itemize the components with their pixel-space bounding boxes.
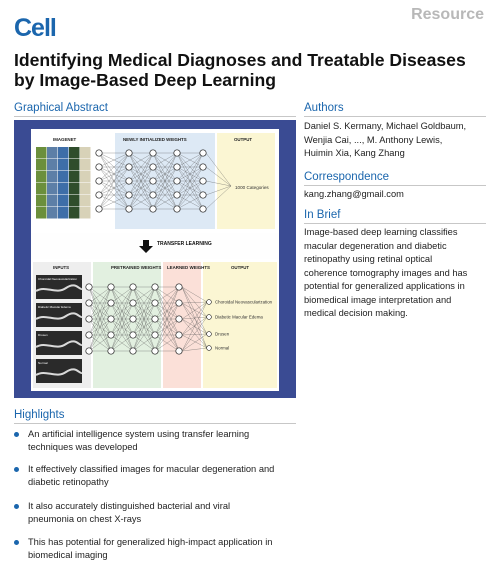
imagenet-tile <box>80 183 91 195</box>
authors-heading: Authors <box>304 102 344 114</box>
top-col-output: OUTPUT <box>234 137 253 142</box>
oct-scan-label: Choroidal Neovascularization <box>38 277 78 281</box>
imagenet-tile <box>47 171 58 183</box>
network-node <box>86 300 92 306</box>
imagenet-tile <box>69 159 80 171</box>
in-brief-line: retinopathy using retinal optical <box>304 254 433 264</box>
network-node <box>150 150 156 156</box>
in-brief-line: medical decision making. <box>304 308 408 318</box>
highlight-line: An artificial intelligence system using transfer learning <box>28 429 250 439</box>
network-node <box>200 164 206 170</box>
imagenet-tile <box>36 195 47 207</box>
imagenet-tile <box>69 195 80 207</box>
imagenet-tile <box>47 147 58 159</box>
imagenet-tile <box>36 183 47 195</box>
network-node <box>86 332 92 338</box>
network-node <box>150 206 156 212</box>
imagenet-tile <box>47 159 58 171</box>
imagenet-tile <box>69 147 80 159</box>
network-node <box>108 316 114 322</box>
imagenet-tile <box>36 207 47 219</box>
imagenet-tile <box>36 147 47 159</box>
top-output-region <box>217 133 275 229</box>
bottom-col-pretrained: PRETRAINED WEIGHTS <box>111 265 162 270</box>
authors-line: Wenjia Cai, ..., M. Anthony Lewis, <box>304 134 443 145</box>
output-node <box>207 300 212 305</box>
oct-scan-label: Drusen <box>38 333 48 337</box>
highlight-line: biomedical imaging <box>28 550 108 560</box>
bullet-icon <box>14 467 19 472</box>
bottom-col-output: OUTPUT <box>231 265 250 270</box>
imagenet-tile <box>69 207 80 219</box>
in-brief-line: biomedical image interpretation and <box>304 294 452 305</box>
network-node <box>86 316 92 322</box>
network-node <box>200 192 206 198</box>
divider <box>304 116 486 117</box>
imagenet-tile <box>58 147 69 159</box>
network-node <box>108 300 114 306</box>
output-label: Drusen <box>215 331 230 337</box>
bottom-col-inputs: INPUTS <box>53 265 70 270</box>
in-brief-line: potential for generalized applications in <box>304 281 465 291</box>
in-brief-line: Image-based deep learning classifies <box>304 227 458 237</box>
highlight-line: techniques was developed <box>28 442 138 452</box>
network-node <box>96 164 102 170</box>
network-node <box>150 178 156 184</box>
divider <box>304 223 486 224</box>
network-node <box>152 300 158 306</box>
graphical-abstract-canvas <box>31 129 279 391</box>
imagenet-tile <box>69 171 80 183</box>
imagenet-tile <box>80 207 91 219</box>
imagenet-tile <box>58 171 69 183</box>
transfer-arrow-icon <box>139 240 153 253</box>
divider <box>304 185 486 186</box>
network-node <box>176 332 182 338</box>
network-node <box>126 164 132 170</box>
imagenet-tile <box>80 159 91 171</box>
highlights-heading: Highlights <box>14 409 65 421</box>
output-node <box>207 332 212 337</box>
correspondence-email[interactable]: kang.zhang@gmail.com <box>304 189 404 199</box>
imagenet-tile <box>47 183 58 195</box>
network-node <box>176 348 182 354</box>
output-node <box>207 315 212 320</box>
imagenet-tile <box>58 159 69 171</box>
network-node <box>96 206 102 212</box>
output-label: Diabetic Macular Edema <box>215 314 263 320</box>
imagenet-tile <box>58 207 69 219</box>
imagenet-tile <box>80 147 91 159</box>
network-node <box>174 206 180 212</box>
network-node <box>152 284 158 290</box>
bullet-icon <box>14 432 19 437</box>
in-brief-line: coherence tomography images and has <box>304 267 468 278</box>
authors-line: Daniel S. Kermany, Michael Goldbaum, <box>304 121 467 131</box>
network-node <box>108 284 114 290</box>
network-node <box>200 150 206 156</box>
article-type-label: Resource <box>411 6 484 23</box>
network-node <box>130 300 136 306</box>
network-node <box>150 164 156 170</box>
network-node <box>150 192 156 198</box>
imagenet-tile <box>58 183 69 195</box>
network-node <box>130 348 136 354</box>
network-node <box>174 192 180 198</box>
divider <box>14 116 296 117</box>
highlight-line: It effectively classified images for macular degeneration and <box>28 464 275 474</box>
network-node <box>96 192 102 198</box>
highlight-line: diabetic retinopathy <box>28 477 109 487</box>
authors-line: Huimin Xia, Kang Zhang <box>304 148 405 158</box>
correspondence-heading: Correspondence <box>304 171 390 183</box>
bottom-output-region <box>203 262 277 388</box>
network-node <box>86 348 92 354</box>
network-node <box>174 164 180 170</box>
in-brief-line: macular degeneration and diabetic <box>304 240 447 251</box>
highlight-line: This has potential for generalized high-impact application in <box>28 537 273 547</box>
output-node <box>207 346 212 351</box>
network-node <box>96 150 102 156</box>
network-node <box>152 316 158 322</box>
network-node <box>174 150 180 156</box>
network-node <box>96 178 102 184</box>
network-node <box>176 316 182 322</box>
imagenet-tile <box>47 207 58 219</box>
network-node <box>174 178 180 184</box>
top-col-imagenet: IMAGENET <box>53 137 77 142</box>
network-node <box>108 332 114 338</box>
network-node <box>130 316 136 322</box>
highlight-line: It also accurately distinguished bacterial and viral <box>28 501 231 511</box>
authors-list <box>304 120 490 161</box>
imagenet-tile <box>80 195 91 207</box>
network-node <box>130 332 136 338</box>
transfer-label: TRANSFER LEARNING <box>157 241 212 247</box>
network-node <box>108 348 114 354</box>
imagenet-tile <box>36 171 47 183</box>
highlight-line: pneumonia on chest X-rays <box>28 514 142 524</box>
output-label: Normal <box>215 345 230 351</box>
bullet-icon <box>14 504 19 509</box>
divider <box>14 423 296 424</box>
imagenet-tile <box>80 171 91 183</box>
bullet-icon <box>14 540 19 545</box>
network-node <box>200 206 206 212</box>
network-node <box>126 150 132 156</box>
network-node <box>130 284 136 290</box>
oct-scan-label: Diabetic Macular Edema <box>38 305 71 309</box>
network-node <box>200 178 206 184</box>
article-title: Identifying Medical Diagnoses and Treatable Diseases by Image-Based Deep Learning <box>14 50 466 90</box>
top-output-label: 1000 Categories <box>235 185 269 190</box>
network-node <box>176 284 182 290</box>
imagenet-tile <box>36 159 47 171</box>
network-node <box>152 332 158 338</box>
network-node <box>86 284 92 290</box>
network-node <box>176 300 182 306</box>
graphical-abstract-diagram <box>31 129 279 391</box>
journal-logo: Cell <box>14 14 56 42</box>
imagenet-tile <box>58 195 69 207</box>
imagenet-tile <box>69 183 80 195</box>
network-node <box>126 178 132 184</box>
bottom-col-learned: LEARNED WEIGHTS <box>167 265 210 270</box>
network-node <box>126 192 132 198</box>
output-label: Choroidal Neovascularization <box>215 299 273 305</box>
in-brief-heading: In Brief <box>304 209 341 221</box>
graphical-abstract-figure <box>14 120 296 398</box>
network-node <box>126 206 132 212</box>
oct-scan-label: Normal <box>38 361 48 365</box>
in-brief-text <box>304 226 494 321</box>
network-node <box>152 348 158 354</box>
imagenet-tile <box>47 195 58 207</box>
graphical-abstract-heading: Graphical Abstract <box>14 102 108 114</box>
top-col-weights: NEWLY INITIALIZED WEIGHTS <box>123 137 187 142</box>
